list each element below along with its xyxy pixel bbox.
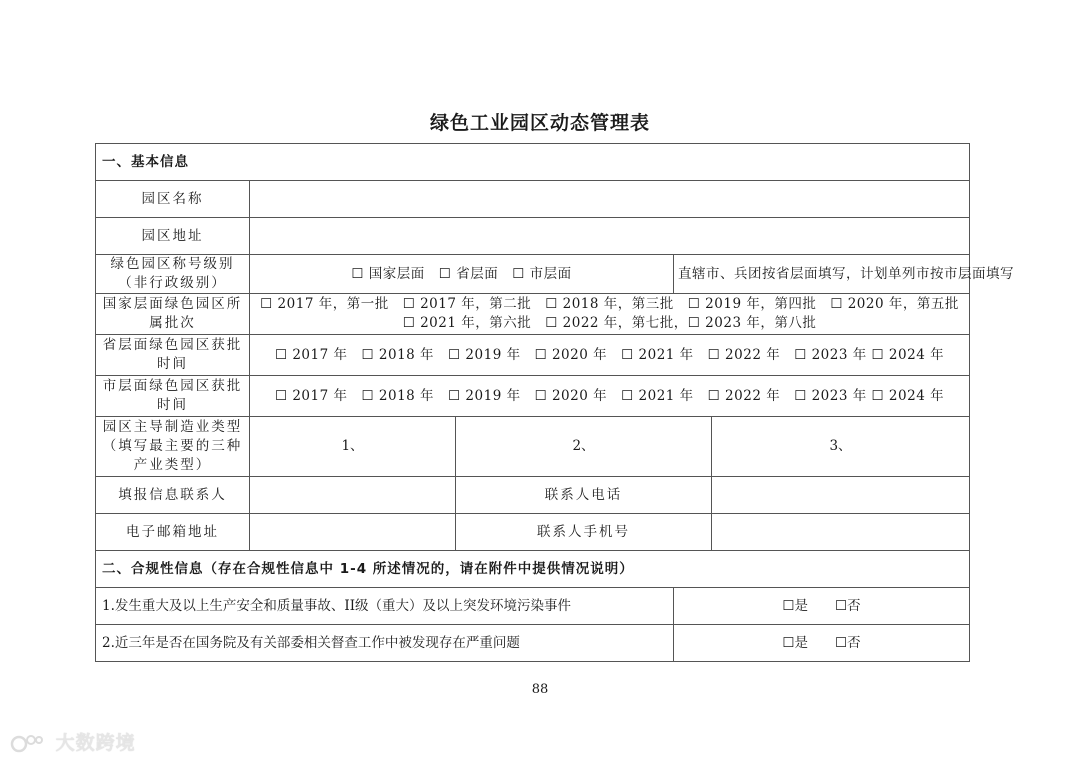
park-address-field[interactable]	[250, 218, 970, 255]
industry-row	[96, 417, 970, 477]
national-batch-line-2[interactable]: ☐ 2021 年，第六批 ☐ 2022 年，第七批，☐ 2023 年，第八批	[402, 315, 817, 331]
phone-field[interactable]	[712, 477, 970, 514]
email-label: 电子邮箱地址	[96, 514, 250, 551]
city-time-options[interactable]: ☐ 2017 年 ☐ 2018 年 ☐ 2019 年 ☐ 2020 年 ☐ 2021 年 ☐ 2022 年 ☐ 2023 年 ☐ 2024 年	[250, 376, 970, 417]
dynamic-management-table	[95, 143, 1014, 662]
compliance-item-row	[96, 625, 970, 662]
mobile-field[interactable]	[712, 514, 970, 551]
level-label: 绿色园区称号级别（非行政级别）	[96, 255, 250, 294]
watermark	[10, 728, 136, 755]
industry-2-field[interactable]: 2、	[456, 417, 712, 477]
email-field[interactable]	[250, 514, 456, 551]
contact-field[interactable]	[250, 477, 456, 514]
park-address-row	[96, 218, 970, 255]
city-time-row	[96, 376, 970, 417]
industry-label: 园区主导制造业类型（填写最主要的三种产业类型）	[96, 417, 250, 477]
park-name-label: 园区名称	[96, 181, 250, 218]
compliance-yes-no-1[interactable]: ☐是 ☐否	[674, 588, 970, 625]
section1-header-row	[96, 144, 970, 181]
national-batch-row	[96, 294, 970, 335]
contact-row	[96, 477, 970, 514]
provincial-time-options[interactable]: ☐ 2017 年 ☐ 2018 年 ☐ 2019 年 ☐ 2020 年 ☐ 2021 年 ☐ 2022 年 ☐ 2023 年 ☐ 2024 年	[250, 335, 970, 376]
compliance-yes-no-2[interactable]: ☐是 ☐否	[674, 625, 970, 662]
industry-3-field[interactable]: 3、	[712, 417, 970, 477]
park-name-row	[96, 181, 970, 218]
provincial-time-row	[96, 335, 970, 376]
compliance-question-1: 1.发生重大及以上生产安全和质量事故、II级（重大）及以上突发环境污染事件	[96, 588, 674, 625]
national-batch-label: 国家层面绿色园区所属批次	[96, 294, 250, 335]
email-row	[96, 514, 970, 551]
compliance-item-row	[96, 588, 970, 625]
park-address-label: 园区地址	[96, 218, 250, 255]
watermark-text: 大数跨境	[55, 732, 136, 754]
national-batch-line-1[interactable]: ☐ 2017 年，第一批 ☐ 2017 年，第二批 ☐ 2018 年，第三批 ☐ 2019 年，第四批 ☐ 2020 年，第五批	[260, 296, 959, 312]
section2-header-row	[96, 551, 970, 588]
national-batch-options[interactable]	[250, 294, 970, 335]
city-time-label: 市层面绿色园区获批时间	[96, 376, 250, 417]
form-title: 绿色工业园区动态管理表	[429, 112, 650, 134]
watermark-logo-icon	[10, 733, 44, 755]
level-note: 直辖市、兵团按省层面填写，计划单列市按市层面填写	[674, 255, 970, 294]
level-options-checkboxes[interactable]: ☐ 国家层面 ☐ 省层面 ☐ 市层面	[250, 255, 674, 294]
page-number: 88	[531, 682, 549, 697]
compliance-question-2: 2.近三年是否在国务院及有关部委相关督查工作中被发现存在严重问题	[96, 625, 674, 662]
park-name-field[interactable]	[250, 181, 970, 218]
mobile-label: 联系人手机号	[456, 514, 712, 551]
provincial-time-label: 省层面绿色园区获批时间	[96, 335, 250, 376]
phone-label: 联系人电话	[456, 477, 712, 514]
industry-1-field[interactable]: 1、	[250, 417, 456, 477]
contact-label: 填报信息联系人	[96, 477, 250, 514]
section1-heading: 一、基本信息	[96, 144, 970, 181]
section2-heading: 二、合规性信息（存在合规性信息中 1-4 所述情况的，请在附件中提供情况说明）	[96, 551, 970, 588]
level-row	[96, 255, 970, 294]
